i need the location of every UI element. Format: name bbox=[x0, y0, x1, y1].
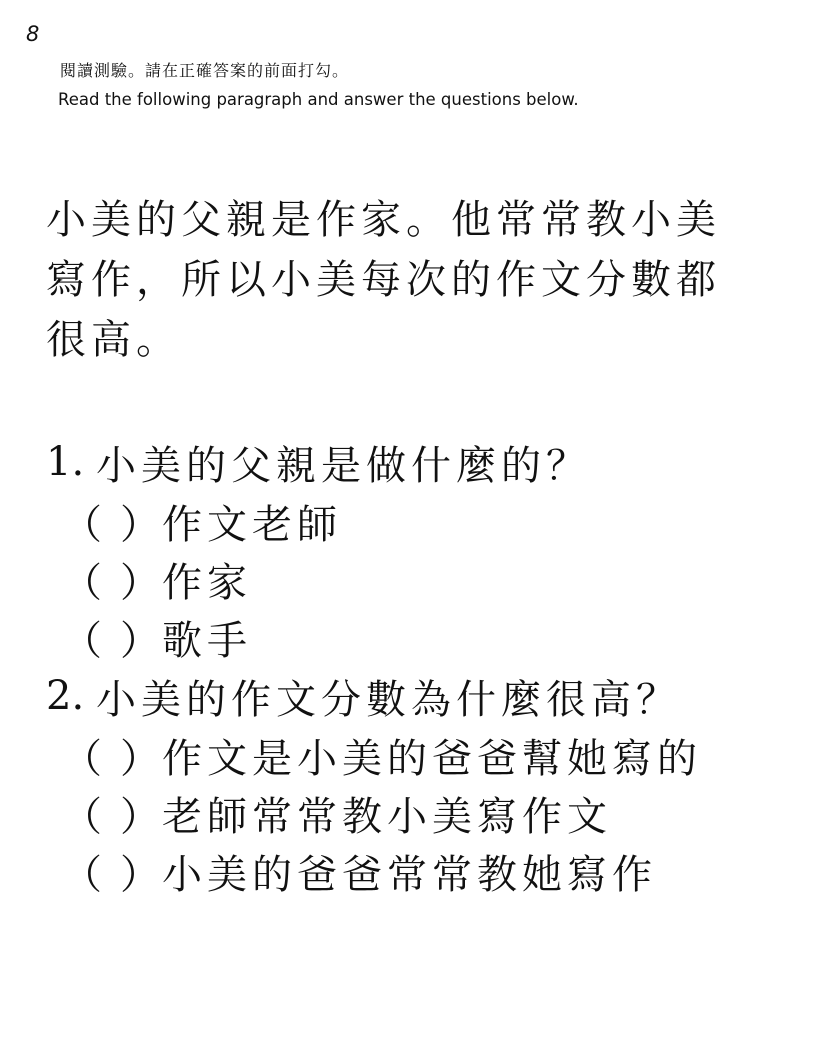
answer-checkbox[interactable] bbox=[46, 727, 165, 784]
answer-option bbox=[46, 726, 806, 784]
paren-close: ） bbox=[120, 851, 165, 898]
paren-open: （ bbox=[62, 793, 107, 840]
paren-close: ） bbox=[120, 501, 165, 548]
answer-checkbox[interactable] bbox=[46, 493, 165, 550]
paren-open: （ bbox=[62, 559, 107, 606]
option-text: 作文是小美的爸爸幫她寫的 bbox=[162, 735, 702, 782]
answer-checkbox[interactable] bbox=[46, 551, 165, 608]
answer-option bbox=[46, 784, 806, 842]
passage-line: 小美的父親是作家。他常常教小美 bbox=[46, 197, 721, 243]
answer-checkbox[interactable] bbox=[46, 843, 165, 900]
option-text: 作家 bbox=[162, 559, 252, 606]
paren-close: ） bbox=[120, 617, 165, 664]
page-number: 8 bbox=[26, 22, 40, 46]
option-text: 老師常常教小美寫作文 bbox=[162, 793, 612, 840]
questions-section bbox=[46, 432, 806, 900]
answer-option bbox=[46, 842, 806, 900]
answer-checkbox[interactable] bbox=[46, 785, 165, 842]
option-text: 小美的爸爸常常教她寫作 bbox=[162, 851, 657, 898]
question-1 bbox=[46, 432, 806, 492]
answer-checkbox[interactable] bbox=[46, 609, 165, 666]
question-text: 小美的作文分數為什麼很高？ bbox=[96, 676, 681, 723]
answer-option bbox=[46, 550, 806, 608]
question-2 bbox=[46, 666, 806, 726]
paren-open: （ bbox=[62, 617, 107, 664]
instructions-english: Read the following paragraph and answer the questions below. bbox=[58, 90, 579, 109]
paren-close: ） bbox=[120, 735, 165, 782]
paren-close: ） bbox=[120, 559, 165, 606]
option-text: 作文老師 bbox=[162, 501, 342, 548]
paren-open: （ bbox=[62, 735, 107, 782]
question-number: 1. bbox=[46, 439, 85, 485]
reading-passage bbox=[46, 190, 796, 370]
paren-close: ） bbox=[120, 793, 165, 840]
option-text: 歌手 bbox=[162, 617, 252, 664]
paren-open: （ bbox=[62, 851, 107, 898]
passage-line: 寫作，所以小美每次的作文分數都 bbox=[46, 257, 721, 303]
question-number: 2. bbox=[46, 673, 85, 719]
answer-option bbox=[46, 608, 806, 666]
paren-open: （ bbox=[62, 501, 107, 548]
question-text: 小美的父親是做什麼的？ bbox=[96, 442, 591, 489]
answer-option bbox=[46, 492, 806, 550]
passage-line: 很高。 bbox=[46, 317, 181, 363]
instructions-chinese: 閱讀測驗。請在正確答案的前面打勾。 bbox=[60, 61, 350, 80]
